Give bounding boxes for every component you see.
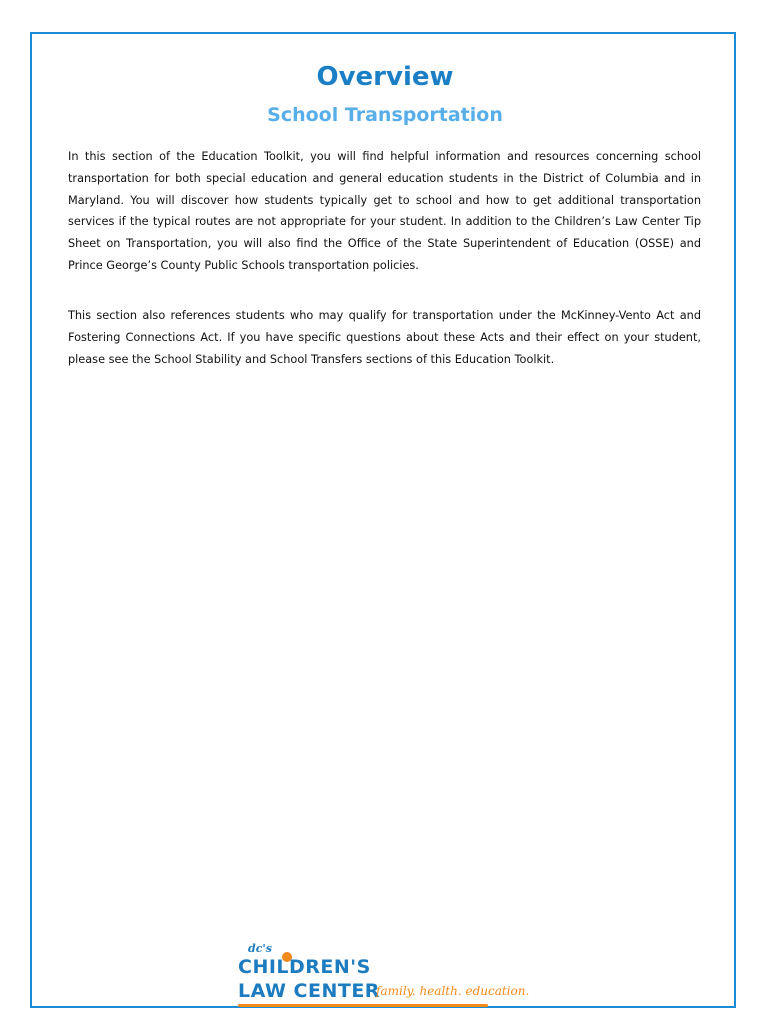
logo-line-2: LAW CENTER <box>238 980 380 1002</box>
logo-line-1: CHILDREN'S <box>238 956 371 978</box>
childrens-law-center-logo <box>238 942 530 1014</box>
body-paragraph-2: This section also references students who may qualify for transportation under the McKinney-Vento Act and Fostering Connections Act. If you have specific questions about these Acts and their effect on your student, please see the School Stability and School Transfers sections of this Education Toolkit. <box>68 309 701 366</box>
page-subtitle: School Transportation <box>267 104 503 126</box>
logo-underline <box>238 1004 488 1007</box>
logo-tagline: family. health. education. <box>376 984 530 998</box>
body-paragraph-1: In this section of the Education Toolkit, you will find helpful information and resources concerning school transportation for both special education and general education students in the District of Columbia and in Maryland. You will discover how students typically get to school and how to get additional transportation services if the typical routes are not appropriate for your student. In addition to the Children’s Law Center Tip Sheet on Transportation, you will also find the Office of the State Superintendent of Education (OSSE) and Prince George’s County Public Schools transportation policies. <box>68 150 701 272</box>
logo-small-text: dc's <box>248 942 272 955</box>
page-title: Overview <box>316 62 454 92</box>
